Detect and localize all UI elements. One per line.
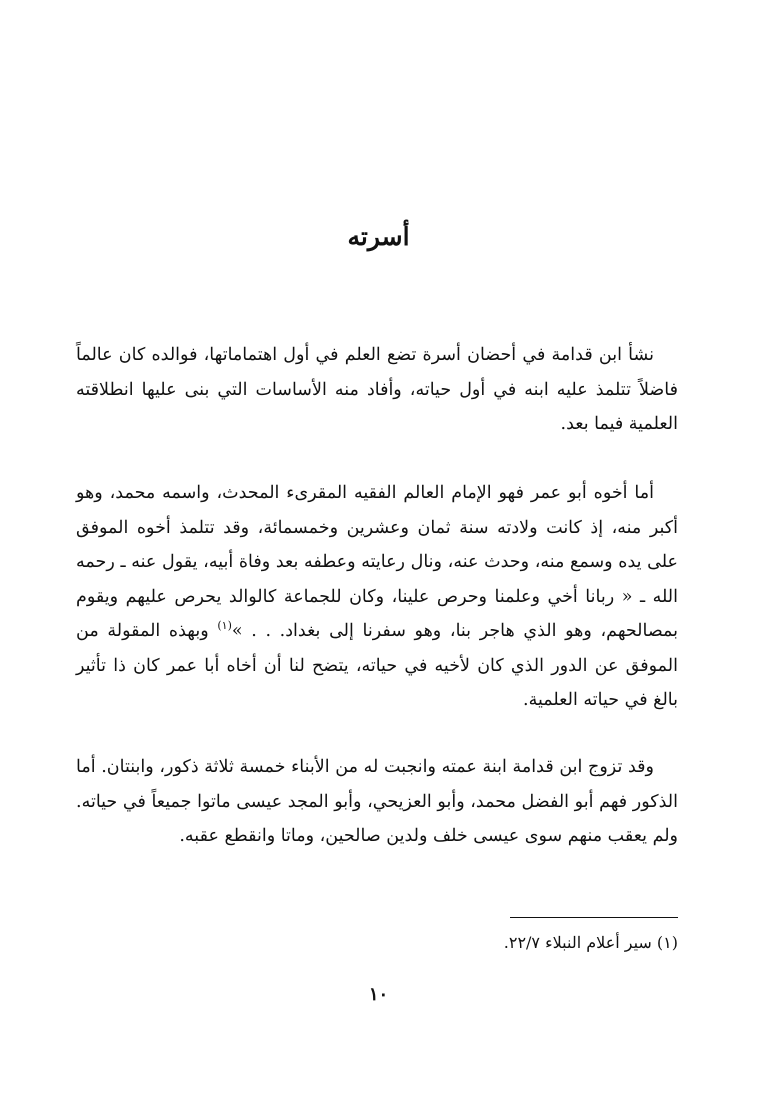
footnote-reference[interactable]: (١)	[217, 619, 232, 633]
footnote: (١) سير أعلام النبلاء ٢٢/٧.	[503, 933, 678, 952]
chapter-title: أسرته	[347, 222, 410, 251]
footnote-divider	[510, 917, 678, 918]
brother-quote-text: أما أخوه أبو عمر فهو الإمام العالم الفقيه المقرىء المحدث، واسمه محمد، وهو أكبر منه، إذ كانت ولادته سنة ثمان وعشرين وخمسمائة، وقد تتلمذ أخوه الموفق على يده وسمع منه، وحدث عنه، ونال رعايته وعطفه بعد وفاة أبيه، يقول عنه ـ رحمه الله ـ « ربانا أخي وعلمنا وحرص علينا، وكان للجماعة كالوالد يحرص عليهم ويقوم بمصالحهم، وهو الذي هاجر بنا، وهو سفرنا إلى بغداد. . . »	[76, 483, 679, 641]
paragraph-upbringing: نشأ ابن قدامة في أحضان أسرة تضع العلم في أول اهتماماتها، فوالده كان عالماً فاضلاً تتلمذ عليه ابنه في أول حياته، وأفاد منه الأساسات التي بنى عليها انطلاقته العلمية فيما بعد.	[76, 345, 678, 434]
page-number: ١٠	[368, 984, 389, 1005]
paragraph-marriage-children: وقد تزوج ابن قدامة ابنة عمته وانجبت له من الأبناء خمسة ثلاثة ذكور، وابنتان. أما الذكور فهم أبو الفضل محمد، وأبو العزيحي، وأبو المجد عيسى ماتوا جميعاً في حياته. ولم يعقب منهم سوى عيسى خلف ولدين صالحين، وماتا وانقطع عقبه.	[76, 757, 678, 846]
paragraph-brother	[76, 476, 678, 718]
brother-influence-text: وبهذه المقولة من الموفق عن الدور الذي كان لأخيه في حياته، يتضح لنا أن أخاه أبا عمر كان ذا تأثير بالغ في حياته العلمية.	[76, 621, 678, 710]
